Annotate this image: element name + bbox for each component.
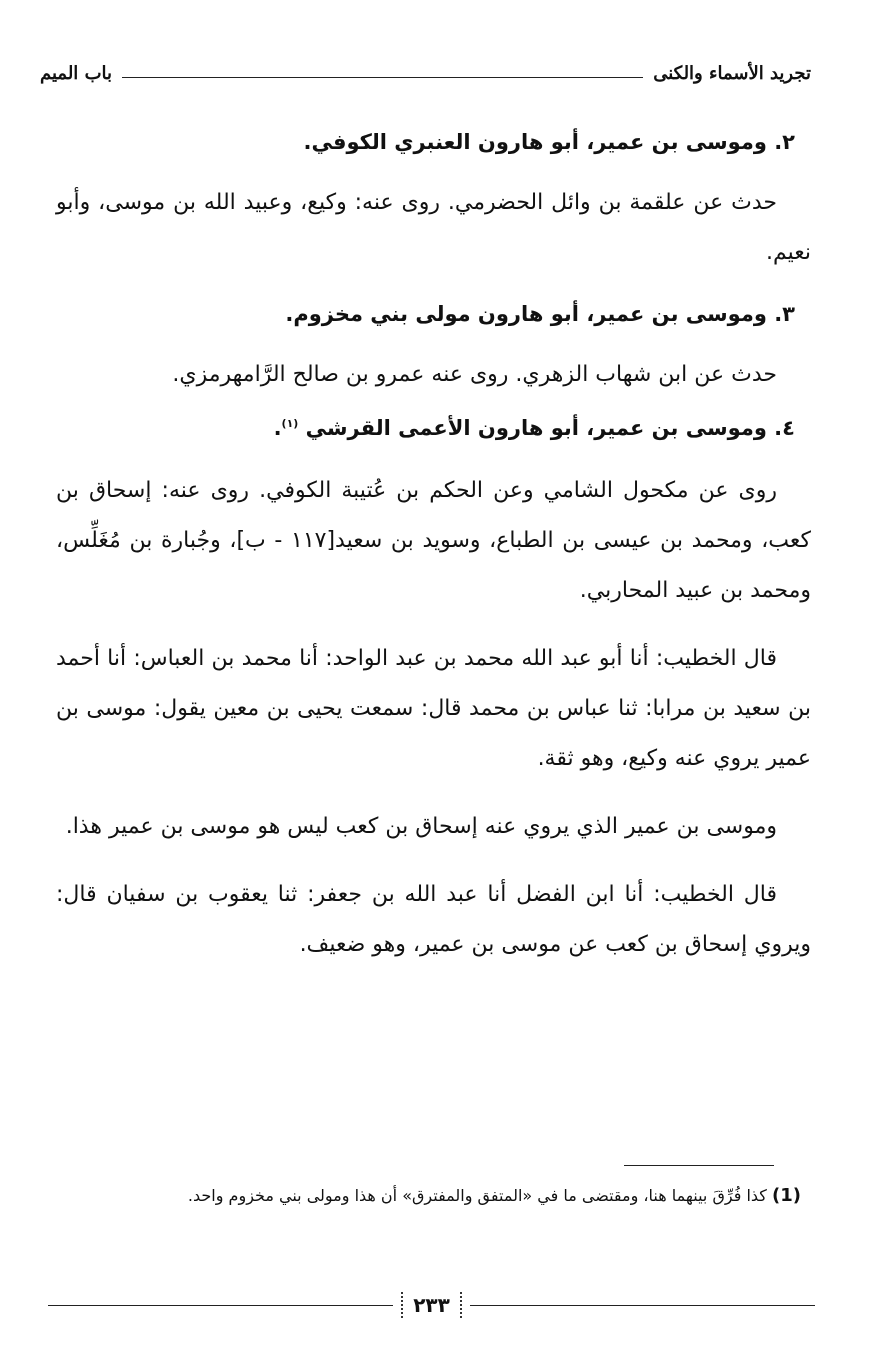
footer-rule-left bbox=[48, 1305, 393, 1306]
entry-heading-text: ٤. وموسى بن عمير، أبو هارون الأعمى القرشي bbox=[305, 416, 795, 440]
page-body bbox=[56, 118, 811, 970]
footnote-text: كذا فُرِّقَ بينهما هنا، ومقتضى ما في «المتفق والمفترق» أن هذا ومولى بني مخزوم واحد. bbox=[187, 1186, 767, 1205]
entry-heading: ٢. وموسى بن عمير، أبو هارون العنبري الكوفي. bbox=[303, 130, 795, 154]
header-rule bbox=[122, 77, 643, 78]
footer-rule-right bbox=[470, 1305, 815, 1306]
heading-period: . bbox=[273, 416, 282, 440]
page-number: ٢٣٣ bbox=[401, 1292, 462, 1318]
entry-heading bbox=[56, 400, 795, 448]
footnote-marker: (1) bbox=[772, 1185, 801, 1206]
paragraph: روى عن مكحول الشامي وعن الحكم بن عُتيبة الكوفي. روى عنه: إسحاق بن كعب، ومحمد بن عيسى بن الطباع، وسويد بن سعيد[١١٧ - ب]، وجُبارة بن مُغَلِّس، ومحمد بن عبيد المحاربي. bbox=[56, 478, 811, 603]
chapter-title: باب الميم bbox=[40, 62, 113, 84]
book-title: تجريد الأسماء والكنى bbox=[653, 62, 811, 84]
paragraph: حدث عن علقمة بن وائل الحضرمي. روى عنه: وكيع، وعبيد الله بن موسى، وأبو نعيم. bbox=[56, 190, 811, 265]
paragraph: قال الخطيب: أنا ابن الفضل أنا عبد الله بن جعفر: ثنا يعقوب بن سفيان قال: ويروي إسحاق بن كعب عن موسى بن عمير، وهو ضعيف. bbox=[56, 882, 811, 957]
footnote-reference: (١) bbox=[281, 417, 299, 430]
paragraph: قال الخطيب: أنا أبو عبد الله محمد بن عبد الواحد: أنا محمد بن العباس: أنا أحمد بن سعيد بن مرابا: ثنا عباس بن محمد قال: سمعت يحيى بن معين يقول: موسى بن عمير يروي عنه وكيع، وهو ثقة. bbox=[56, 646, 811, 771]
paragraph: حدث عن ابن شهاب الزهري. روى عنه عمرو بن صالح الرَّامهرمزي. bbox=[172, 362, 777, 387]
running-header bbox=[40, 56, 811, 90]
footnote-separator bbox=[624, 1165, 774, 1166]
page-footer bbox=[48, 1290, 815, 1320]
paragraph: وموسى بن عمير الذي يروي عنه إسحاق بن كعب ليس هو موسى بن عمير هذا. bbox=[65, 814, 777, 839]
footnote bbox=[56, 1176, 801, 1216]
entry-heading: ٣. وموسى بن عمير، أبو هارون مولى بني مخزوم. bbox=[285, 302, 795, 326]
